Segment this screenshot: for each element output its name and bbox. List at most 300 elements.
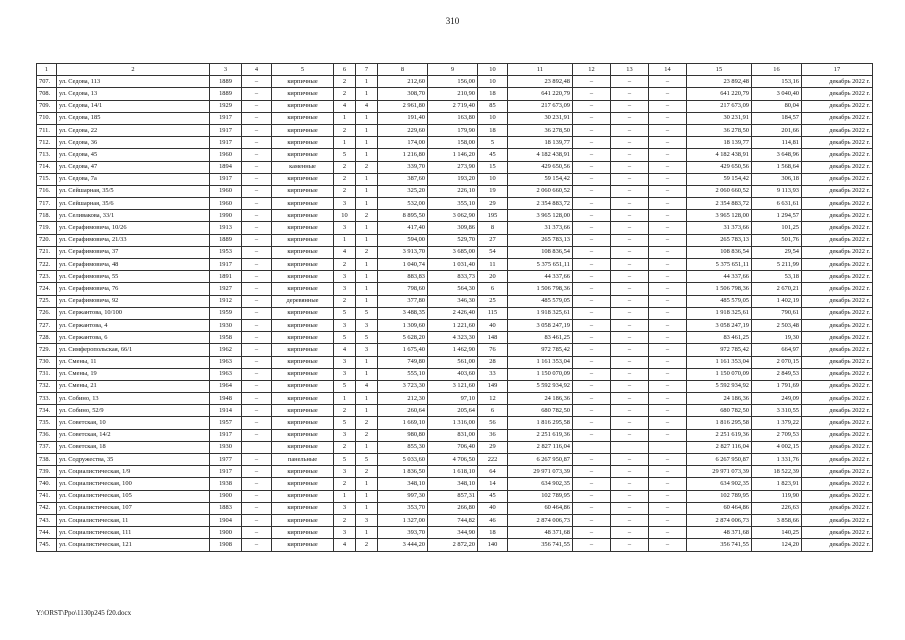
total-area-cell: 883,83	[378, 271, 428, 283]
row-number-cell: 712.	[37, 137, 57, 149]
col12-cell: –	[573, 405, 611, 417]
completion-date-cell: декабрь 2022 г.	[802, 222, 873, 234]
row-number-cell: 722.	[37, 259, 57, 271]
cost-cell: 108 836,54	[687, 246, 752, 258]
residents-cell: 56	[478, 417, 508, 429]
col4-cell: –	[242, 454, 272, 466]
col4-cell: –	[242, 100, 272, 112]
total-cost-cell: 217 673,09	[508, 100, 573, 112]
total-cost-cell: 23 892,48	[508, 76, 573, 88]
completion-date-cell: декабрь 2022 г.	[802, 344, 873, 356]
total-area-cell: 353,70	[378, 502, 428, 514]
cost-cell: 1 150 070,09	[687, 368, 752, 380]
floors-cell: 3	[334, 502, 356, 514]
residents-cell: 18	[478, 124, 508, 136]
completion-date-cell: декабрь 2022 г.	[802, 88, 873, 100]
cost-per-sqm-cell: 4 002,15	[752, 441, 802, 453]
row-number-cell: 741.	[37, 490, 57, 502]
total-cost-cell: 2 354 883,72	[508, 198, 573, 210]
address-cell: ул. Содружества, 35	[57, 454, 210, 466]
total-cost-cell: 2 827 116,04	[508, 441, 573, 453]
column-header: 17	[802, 64, 873, 76]
col4-cell: –	[242, 222, 272, 234]
cost-per-sqm-cell: 3 310,55	[752, 405, 802, 417]
floors-cell: 1	[334, 393, 356, 405]
residents-cell: 28	[478, 356, 508, 368]
year-built-cell: 1917	[210, 124, 242, 136]
col13-cell: –	[611, 112, 649, 124]
residents-cell: 10	[478, 112, 508, 124]
year-built-cell: 1904	[210, 514, 242, 526]
wall-material-cell: кирпичные	[272, 344, 334, 356]
entrances-cell: 1	[356, 222, 378, 234]
floors-cell: 2	[334, 405, 356, 417]
cost-cell: 23 892,48	[687, 76, 752, 88]
address-cell: ул. Смены, 21	[57, 380, 210, 392]
col14-cell: –	[649, 490, 687, 502]
col4-cell: –	[242, 295, 272, 307]
residents-cell: 33	[478, 368, 508, 380]
total-area-cell: 997,30	[378, 490, 428, 502]
living-area-cell: 529,70	[428, 234, 478, 246]
floors-cell: 2	[334, 88, 356, 100]
cost-cell: 6 267 950,87	[687, 454, 752, 466]
total-area-cell: 5 033,60	[378, 454, 428, 466]
col13-cell: –	[611, 271, 649, 283]
cost-per-sqm-cell: 1 402,19	[752, 295, 802, 307]
cost-cell: 356 741,55	[687, 539, 752, 551]
table-header-row	[37, 64, 873, 76]
wall-material-cell: деревянные	[272, 295, 334, 307]
address-cell: ул. Серафимовича, 21/33	[57, 234, 210, 246]
row-number-cell: 743.	[37, 514, 57, 526]
address-cell: ул. Социалистическая, 1/9	[57, 466, 210, 478]
col14-cell: –	[649, 234, 687, 246]
total-area-cell: 325,20	[378, 185, 428, 197]
col4-cell: –	[242, 490, 272, 502]
col4-cell: –	[242, 88, 272, 100]
col4-cell: –	[242, 478, 272, 490]
year-built-cell: 1891	[210, 271, 242, 283]
living-area-cell: 273,90	[428, 161, 478, 173]
table-row	[37, 478, 873, 490]
col12-cell: –	[573, 319, 611, 331]
cost-cell: 429 650,56	[687, 161, 752, 173]
living-area-cell: 857,31	[428, 490, 478, 502]
cost-per-sqm-cell: 201,66	[752, 124, 802, 136]
residents-cell: 12	[478, 393, 508, 405]
cost-cell: 31 373,66	[687, 222, 752, 234]
col4-cell: –	[242, 173, 272, 185]
col4-cell: –	[242, 332, 272, 344]
living-area-cell: 403,60	[428, 368, 478, 380]
col13-cell: –	[611, 295, 649, 307]
cost-per-sqm-cell: 101,25	[752, 222, 802, 234]
col12-cell: –	[573, 344, 611, 356]
floors-cell: 5	[334, 380, 356, 392]
column-header: 11	[508, 64, 573, 76]
living-area-cell: 226,10	[428, 185, 478, 197]
total-cost-cell: 36 278,50	[508, 124, 573, 136]
col14-cell: –	[649, 198, 687, 210]
living-area-cell: 193,20	[428, 173, 478, 185]
living-area-cell: 831,00	[428, 429, 478, 441]
total-area-cell: 555,10	[378, 368, 428, 380]
cost-cell: 2 251 619,36	[687, 429, 752, 441]
col12-cell: –	[573, 198, 611, 210]
table-row	[37, 332, 873, 344]
column-header: 14	[649, 64, 687, 76]
wall-material-cell: кирпичные	[272, 137, 334, 149]
living-area-cell: 2 719,40	[428, 100, 478, 112]
col14-cell	[649, 441, 687, 453]
wall-material-cell: кирпичные	[272, 380, 334, 392]
total-cost-cell: 356 741,55	[508, 539, 573, 551]
year-built-cell: 1917	[210, 173, 242, 185]
address-cell: ул. Симферопольская, 66/1	[57, 344, 210, 356]
col4-cell: –	[242, 161, 272, 173]
col13-cell	[611, 441, 649, 453]
living-area-cell: 744,82	[428, 514, 478, 526]
entrances-cell: 1	[356, 149, 378, 161]
year-built-cell: 1958	[210, 332, 242, 344]
col12-cell: –	[573, 502, 611, 514]
total-area-cell: 3 913,70	[378, 246, 428, 258]
address-cell: ул. Седова, 7а	[57, 173, 210, 185]
cost-per-sqm-cell: 53,18	[752, 271, 802, 283]
column-header: 7	[356, 64, 378, 76]
total-cost-cell: 641 220,79	[508, 88, 573, 100]
completion-date-cell: декабрь 2022 г.	[802, 490, 873, 502]
address-cell: ул. Сейшарная, 35/6	[57, 198, 210, 210]
address-cell: ул. Серафимовича, 55	[57, 271, 210, 283]
residents-cell: 6	[478, 405, 508, 417]
total-cost-cell: 1 161 353,04	[508, 356, 573, 368]
col13-cell: –	[611, 393, 649, 405]
cost-cell: 1 918 325,61	[687, 307, 752, 319]
year-built-cell: 1917	[210, 112, 242, 124]
floors-cell: 4	[334, 100, 356, 112]
entrances-cell: 1	[356, 271, 378, 283]
living-area-cell: 1 146,20	[428, 149, 478, 161]
completion-date-cell: декабрь 2022 г.	[802, 356, 873, 368]
column-header: 1	[37, 64, 57, 76]
year-built-cell: 1963	[210, 368, 242, 380]
entrances-cell: 2	[356, 539, 378, 551]
col4-cell: –	[242, 185, 272, 197]
year-built-cell: 1889	[210, 234, 242, 246]
col13-cell: –	[611, 173, 649, 185]
table-row	[37, 295, 873, 307]
col14-cell: –	[649, 380, 687, 392]
address-cell: ул. Седова, 36	[57, 137, 210, 149]
address-cell: ул. Седова, 113	[57, 76, 210, 88]
col14-cell: –	[649, 88, 687, 100]
cost-per-sqm-cell: 6 631,61	[752, 198, 802, 210]
floors-cell: 2	[334, 173, 356, 185]
living-area-cell: 4 706,50	[428, 454, 478, 466]
col13-cell: –	[611, 88, 649, 100]
col4-cell: –	[242, 149, 272, 161]
row-number-cell: 742.	[37, 502, 57, 514]
cost-per-sqm-cell: 1 331,76	[752, 454, 802, 466]
year-built-cell: 1930	[210, 319, 242, 331]
col14-cell: –	[649, 259, 687, 271]
floors-cell: 2	[334, 124, 356, 136]
col4-cell: –	[242, 307, 272, 319]
column-header: 3	[210, 64, 242, 76]
floors-cell: 2	[334, 259, 356, 271]
year-built-cell: 1977	[210, 454, 242, 466]
col12-cell: –	[573, 137, 611, 149]
year-built-cell: 1957	[210, 417, 242, 429]
year-built-cell: 1960	[210, 149, 242, 161]
living-area-cell: 1 031,40	[428, 259, 478, 271]
col4-cell: –	[242, 344, 272, 356]
cost-cell: 634 902,35	[687, 478, 752, 490]
cost-cell: 44 337,66	[687, 271, 752, 283]
completion-date-cell: декабрь 2022 г.	[802, 307, 873, 319]
floors-cell: 3	[334, 466, 356, 478]
address-cell: ул. Смены, 11	[57, 356, 210, 368]
completion-date-cell: декабрь 2022 г.	[802, 149, 873, 161]
col13-cell: –	[611, 380, 649, 392]
cost-cell: 680 782,50	[687, 405, 752, 417]
completion-date-cell: декабрь 2022 г.	[802, 454, 873, 466]
cost-per-sqm-cell: 2 070,15	[752, 356, 802, 368]
total-area-cell: 3 488,35	[378, 307, 428, 319]
table-row	[37, 380, 873, 392]
year-built-cell: 1917	[210, 137, 242, 149]
column-header: 9	[428, 64, 478, 76]
table-row	[37, 185, 873, 197]
column-header: 13	[611, 64, 649, 76]
residents-cell: 40	[478, 319, 508, 331]
cost-per-sqm-cell: 1 568,64	[752, 161, 802, 173]
col14-cell: –	[649, 210, 687, 222]
table-row	[37, 112, 873, 124]
year-built-cell: 1912	[210, 295, 242, 307]
row-number-cell: 709.	[37, 100, 57, 112]
col12-cell: –	[573, 246, 611, 258]
living-area-cell: 2 872,20	[428, 539, 478, 551]
address-cell: ул. Седова, 22	[57, 124, 210, 136]
year-built-cell: 1917	[210, 429, 242, 441]
residents-cell: 46	[478, 514, 508, 526]
year-built-cell: 1959	[210, 307, 242, 319]
completion-date-cell: декабрь 2022 г.	[802, 112, 873, 124]
row-number-cell: 713.	[37, 149, 57, 161]
total-area-cell: 1 836,50	[378, 466, 428, 478]
table-row	[37, 283, 873, 295]
residents-cell: 20	[478, 271, 508, 283]
wall-material-cell: кирпичные	[272, 283, 334, 295]
col14-cell: –	[649, 356, 687, 368]
col13-cell: –	[611, 149, 649, 161]
address-cell: ул. Седова, 14/1	[57, 100, 210, 112]
col13-cell: –	[611, 222, 649, 234]
col4-cell	[242, 441, 272, 453]
col13-cell: –	[611, 100, 649, 112]
col4-cell: –	[242, 112, 272, 124]
completion-date-cell: декабрь 2022 г.	[802, 319, 873, 331]
cost-cell: 83 461,25	[687, 332, 752, 344]
col12-cell: –	[573, 393, 611, 405]
living-area-cell: 205,64	[428, 405, 478, 417]
wall-material-cell: кирпичные	[272, 319, 334, 331]
entrances-cell: 1	[356, 478, 378, 490]
entrances-cell: 1	[356, 112, 378, 124]
table-row	[37, 393, 873, 405]
col4-cell: –	[242, 514, 272, 526]
wall-material-cell: кирпичные	[272, 100, 334, 112]
col14-cell: –	[649, 137, 687, 149]
completion-date-cell: декабрь 2022 г.	[802, 234, 873, 246]
floors-cell: 1	[334, 137, 356, 149]
entrances-cell: 2	[356, 417, 378, 429]
total-area-cell: 339,70	[378, 161, 428, 173]
completion-date-cell: декабрь 2022 г.	[802, 185, 873, 197]
col4-cell: –	[242, 198, 272, 210]
column-header: 8	[378, 64, 428, 76]
total-cost-cell: 59 154,42	[508, 173, 573, 185]
floors-cell: 5	[334, 332, 356, 344]
col14-cell: –	[649, 149, 687, 161]
row-number-cell: 744.	[37, 527, 57, 539]
col12-cell: –	[573, 514, 611, 526]
col12-cell: –	[573, 222, 611, 234]
residents-cell: 8	[478, 222, 508, 234]
col12-cell: –	[573, 185, 611, 197]
year-built-cell: 1963	[210, 356, 242, 368]
row-number-cell: 707.	[37, 76, 57, 88]
cost-per-sqm-cell: 249,09	[752, 393, 802, 405]
residents-cell: 10	[478, 173, 508, 185]
wall-material-cell: кирпичные	[272, 124, 334, 136]
total-cost-cell: 1 506 798,36	[508, 283, 573, 295]
row-number-cell: 737.	[37, 441, 57, 453]
total-area-cell: 377,80	[378, 295, 428, 307]
completion-date-cell: декабрь 2022 г.	[802, 137, 873, 149]
floors-cell: 4	[334, 539, 356, 551]
entrances-cell: 3	[356, 514, 378, 526]
col4-cell: –	[242, 246, 272, 258]
cost-per-sqm-cell: 306,18	[752, 173, 802, 185]
total-cost-cell: 60 464,86	[508, 502, 573, 514]
residents-cell: 10	[478, 76, 508, 88]
row-number-cell: 733.	[37, 393, 57, 405]
total-area-cell: 191,40	[378, 112, 428, 124]
col4-cell: –	[242, 124, 272, 136]
entrances-cell: 2	[356, 161, 378, 173]
total-cost-cell: 108 836,54	[508, 246, 573, 258]
entrances-cell: 5	[356, 454, 378, 466]
floors-cell: 3	[334, 319, 356, 331]
address-cell: ул. Серафимовича, 76	[57, 283, 210, 295]
col4-cell: –	[242, 380, 272, 392]
residents-cell: 18	[478, 527, 508, 539]
col14-cell: –	[649, 295, 687, 307]
column-header: 4	[242, 64, 272, 76]
wall-material-cell: кирпичные	[272, 246, 334, 258]
wall-material-cell: кирпичные	[272, 478, 334, 490]
completion-date-cell: декабрь 2022 г.	[802, 100, 873, 112]
col13-cell: –	[611, 539, 649, 551]
row-number-cell: 711.	[37, 124, 57, 136]
wall-material-cell: кирпичные	[272, 88, 334, 100]
total-cost-cell: 29 971 073,39	[508, 466, 573, 478]
cost-cell: 36 278,50	[687, 124, 752, 136]
entrances-cell: 1	[356, 356, 378, 368]
col4-cell: –	[242, 271, 272, 283]
entrances-cell: 1	[356, 198, 378, 210]
residents-cell: 140	[478, 539, 508, 551]
address-cell: ул. Социалистическая, 105	[57, 490, 210, 502]
row-number-cell: 725.	[37, 295, 57, 307]
total-cost-cell: 44 337,66	[508, 271, 573, 283]
address-cell: ул. Серафимовича, 92	[57, 295, 210, 307]
table-row	[37, 405, 873, 417]
cost-cell: 60 464,86	[687, 502, 752, 514]
total-area-cell: 417,40	[378, 222, 428, 234]
address-cell: ул. Социалистическая, 111	[57, 527, 210, 539]
col13-cell: –	[611, 466, 649, 478]
col4-cell: –	[242, 502, 272, 514]
year-built-cell: 1913	[210, 222, 242, 234]
cost-per-sqm-cell: 114,81	[752, 137, 802, 149]
floors-cell: 3	[334, 283, 356, 295]
entrances-cell: 3	[356, 319, 378, 331]
total-area-cell: 229,60	[378, 124, 428, 136]
wall-material-cell: кирпичные	[272, 429, 334, 441]
col14-cell: –	[649, 417, 687, 429]
col13-cell: –	[611, 356, 649, 368]
completion-date-cell: декабрь 2022 г.	[802, 441, 873, 453]
entrances-cell: 1	[356, 76, 378, 88]
cost-cell: 18 139,77	[687, 137, 752, 149]
residents-cell: 195	[478, 210, 508, 222]
total-cost-cell: 30 231,91	[508, 112, 573, 124]
total-area-cell: 3 723,30	[378, 380, 428, 392]
table-row	[37, 490, 873, 502]
cost-cell: 3 965 128,00	[687, 210, 752, 222]
col13-cell: –	[611, 332, 649, 344]
row-number-cell: 720.	[37, 234, 57, 246]
residents-cell: 115	[478, 307, 508, 319]
col4-cell: –	[242, 319, 272, 331]
col13-cell: –	[611, 454, 649, 466]
entrances-cell: 1	[356, 88, 378, 100]
wall-material-cell: кирпичные	[272, 234, 334, 246]
row-number-cell: 739.	[37, 466, 57, 478]
col13-cell: –	[611, 124, 649, 136]
col12-cell: –	[573, 124, 611, 136]
entrances-cell: 1	[356, 295, 378, 307]
floors-cell: 3	[334, 198, 356, 210]
living-area-cell: 833,73	[428, 271, 478, 283]
living-area-cell: 97,10	[428, 393, 478, 405]
cost-cell: 2 874 006,73	[687, 514, 752, 526]
total-area-cell: 1 040,74	[378, 259, 428, 271]
residents-cell: 27	[478, 234, 508, 246]
wall-material-cell: кирпичные	[272, 198, 334, 210]
address-cell: ул. Седова, 45	[57, 149, 210, 161]
cost-per-sqm-cell: 124,20	[752, 539, 802, 551]
wall-material-cell: кирпичные	[272, 259, 334, 271]
col13-cell: –	[611, 161, 649, 173]
residents-cell: 29	[478, 198, 508, 210]
table-row	[37, 198, 873, 210]
